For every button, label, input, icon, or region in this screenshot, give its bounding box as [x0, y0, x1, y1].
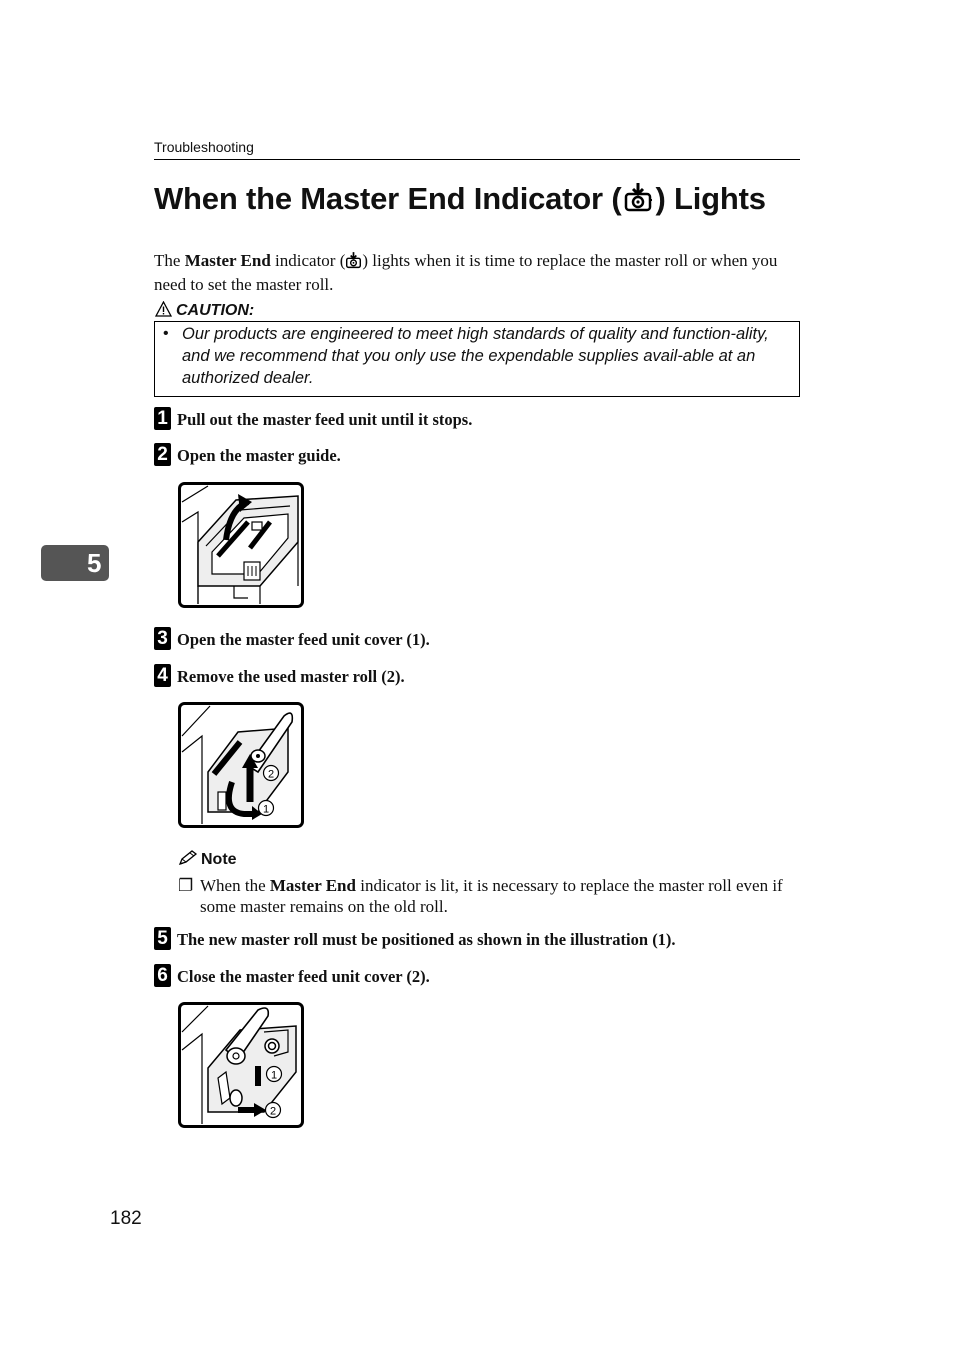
step-number: 2: [154, 443, 171, 466]
note-text: [200, 875, 802, 917]
page-number: 182: [110, 1208, 142, 1229]
illustration-remove-master-roll: [178, 702, 304, 828]
step-text: Close the master feed unit cover (2).: [177, 967, 430, 986]
master-end-icon: [623, 182, 653, 220]
callout-1: 1: [262, 803, 270, 816]
illustration-close-cover: [178, 1002, 304, 1128]
intro-master-end-key: Master End: [184, 251, 271, 270]
caution-bullet: •: [163, 325, 169, 342]
step-text: Pull out the master feed unit until it stops.: [177, 410, 473, 429]
callout-2: 2: [269, 1105, 277, 1118]
step-number: 5: [154, 927, 171, 950]
page-title: [154, 181, 766, 220]
chapter-number: 5: [87, 548, 102, 578]
step-number: 1: [154, 407, 171, 430]
pencil-icon: [178, 850, 198, 871]
checkbox-icon: ❐: [178, 876, 194, 895]
caution-label-text: CAUTION:: [176, 302, 255, 319]
step-number: 3: [154, 627, 171, 650]
caution-label: [155, 301, 254, 322]
caution-box: [154, 321, 800, 397]
illustration-open-master-guide: [178, 482, 304, 608]
step-text: Remove the used master roll (2).: [177, 667, 405, 686]
chapter-tab: [41, 545, 109, 581]
caution-text: Our products are engineered to meet high standards of quality and function-ality, and we recommend that you only use the expendable supplies avail-able at an authorized dealer.: [182, 325, 769, 387]
title-text-start: When the Master End Indicator (: [154, 181, 622, 216]
callout-1: 1: [270, 1069, 278, 1082]
step-text: The new master roll must be positioned as shown in the illustration (1).: [177, 930, 676, 949]
running-header: Troubleshooting: [154, 139, 254, 155]
warning-triangle-icon: [155, 301, 172, 322]
note-text-2: indicator is lit, it is necessary to replace the master roll even if some master remains on the old roll.: [200, 876, 783, 916]
step-text: Open the master guide.: [177, 446, 341, 465]
intro-text-3: ) lights when it is time to replace the master roll or when you need to set the master roll.: [154, 251, 778, 294]
note-label: Note: [201, 851, 237, 868]
header-divider: [154, 159, 800, 160]
note-heading: [178, 850, 237, 871]
title-text-end: ) Lights: [655, 181, 766, 216]
master-end-icon: [345, 251, 362, 274]
intro-paragraph: [154, 250, 802, 295]
step-number: 6: [154, 964, 171, 987]
step-text: Open the master feed unit cover (1).: [177, 630, 430, 649]
step-number: 4: [154, 664, 171, 687]
intro-text-2: indicator (: [270, 251, 346, 270]
note-master-end-key: Master End: [269, 876, 356, 895]
note-text-1: When the: [200, 876, 270, 895]
callout-2: 2: [267, 768, 275, 781]
intro-text-1: The: [154, 251, 185, 270]
